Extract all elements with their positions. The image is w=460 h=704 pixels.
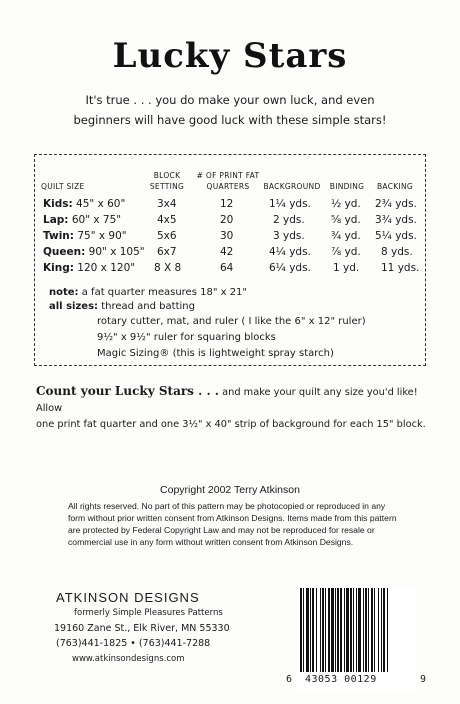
rights-paragraph: All rights reserved. No part of this pattern may be photocopied or reproduced in any form without prior written consent from Atkinson Designs. Items made from this pattern are protected by Federal Copyright Law and may not be reproduced for resale or commercial use in any form without written consent from Atkinson Designs. bbox=[68, 501, 397, 547]
barcode-number: 43053 00129 bbox=[305, 674, 377, 685]
row-size: 90" x 105" bbox=[88, 246, 145, 258]
row-fat-quarters: 30 bbox=[220, 230, 234, 242]
note-label: note: bbox=[49, 287, 79, 298]
header-backing: BACKING bbox=[376, 182, 414, 191]
company-website: www.atkinsondesigns.com bbox=[72, 654, 185, 664]
row-binding: 1 yd. bbox=[333, 262, 360, 274]
company-name: ATKINSON DESIGNS bbox=[56, 590, 200, 605]
row-size: 120 x 120" bbox=[77, 262, 136, 274]
row-setting: 8 X 8 bbox=[154, 262, 182, 274]
row-size: 75" x 90" bbox=[77, 230, 127, 242]
sizes-text: thread and batting bbox=[101, 301, 195, 312]
row-backing: 3¾ yds. bbox=[375, 214, 417, 226]
barcode-left-digit: 6 bbox=[286, 674, 293, 685]
row-background: 1¼ yds. bbox=[269, 198, 311, 210]
row-binding: ⅝ yd. bbox=[331, 214, 361, 226]
row-background: 3 yds. bbox=[273, 230, 305, 242]
requirements-box bbox=[34, 154, 426, 366]
row-backing: 5¼ yds. bbox=[375, 230, 417, 242]
row-fat-quarters: 20 bbox=[220, 214, 234, 226]
company-formerly: formerly Simple Pleasures Patterns bbox=[74, 608, 223, 618]
header-quilt-size: QUILT SIZE bbox=[41, 182, 85, 191]
row-backing: 11 yds. bbox=[381, 262, 420, 274]
page-title: Lucky Stars bbox=[112, 36, 348, 76]
row-setting: 4x5 bbox=[157, 214, 177, 226]
header-binding: BINDING bbox=[329, 182, 365, 191]
row-name: Queen: bbox=[43, 246, 86, 258]
row-size: 60" x 75" bbox=[71, 214, 122, 226]
supply-item: 9½" x 9½" ruler for squaring blocks bbox=[97, 332, 276, 343]
company-phones: (763)441-1825 • (763)441-7288 bbox=[56, 638, 211, 649]
row-binding: ⅞ yd. bbox=[331, 246, 361, 258]
row-fat-quarters: 64 bbox=[220, 262, 234, 274]
row-size: 45" x 60" bbox=[76, 198, 126, 210]
table-row bbox=[35, 213, 425, 229]
row-background: 6¼ yds. bbox=[269, 262, 311, 274]
barcode-right-digit: 9 bbox=[420, 674, 427, 685]
header-block-setting: BLOCK SETTING bbox=[149, 171, 185, 191]
row-background: 2 yds. bbox=[273, 214, 305, 226]
intro-text: It's true . . . you do make your own luck, and even beginners will have good luck with these simple stars! bbox=[73, 93, 387, 127]
table-row bbox=[35, 197, 425, 213]
row-backing: 8 yds. bbox=[381, 246, 413, 258]
note-text: a fat quarter measures 18" x 21" bbox=[81, 287, 248, 298]
row-setting: 3x4 bbox=[157, 198, 177, 210]
table-row bbox=[35, 229, 425, 245]
all-sizes-note bbox=[49, 300, 195, 314]
supply-item: Magic Sizing® (this is lightweight spray starch) bbox=[97, 348, 334, 359]
row-background: 4¼ yds. bbox=[269, 246, 311, 258]
sizes-label: all sizes: bbox=[49, 301, 99, 312]
supply-item: rotary cutter, mat, and ruler ( I like the 6" x 12" ruler) bbox=[97, 316, 366, 327]
count-line-1: and make your quilt any size you'd like! Allow bbox=[36, 387, 418, 414]
table-row bbox=[35, 261, 425, 277]
row-name: Twin: bbox=[43, 230, 74, 242]
table-row bbox=[35, 245, 425, 261]
row-setting: 5x6 bbox=[157, 230, 177, 242]
row-binding: ½ yd. bbox=[331, 198, 361, 210]
count-stars-paragraph bbox=[36, 383, 436, 433]
copyright-line: Copyright 2002 Terry Atkinson bbox=[160, 484, 300, 496]
row-binding: ¾ yd. bbox=[331, 230, 361, 242]
row-setting: 6x7 bbox=[157, 246, 177, 258]
row-fat-quarters: 12 bbox=[220, 198, 234, 210]
count-line-2: one print fat quarter and one 3½" x 40" strip of background for each 15" block. bbox=[36, 419, 426, 430]
fat-quarter-note bbox=[49, 286, 247, 300]
header-background: BACKGROUND bbox=[263, 182, 321, 191]
row-fat-quarters: 42 bbox=[220, 246, 234, 258]
count-lead: Count your Lucky Stars . . . bbox=[36, 384, 219, 398]
company-address: 19160 Zane St., Elk River, MN 55330 bbox=[54, 623, 230, 634]
row-name: King: bbox=[43, 262, 74, 274]
row-name: Kids: bbox=[43, 198, 73, 210]
header-print-fat-quarters: # OF PRINT FAT QUARTERS bbox=[196, 171, 260, 191]
row-backing: 2¾ yds. bbox=[375, 198, 417, 210]
barcode-bars bbox=[296, 586, 416, 674]
row-name: Lap: bbox=[43, 214, 69, 226]
